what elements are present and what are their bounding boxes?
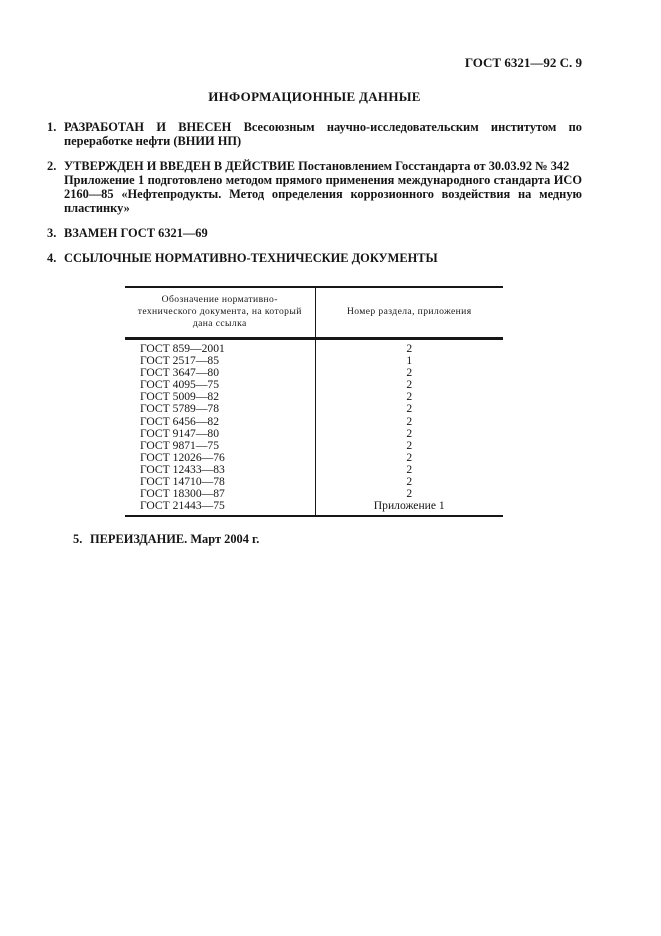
document-cell: ГОСТ 18300—87 xyxy=(125,488,315,500)
item-number: 3. xyxy=(47,226,57,240)
document-cell: ГОСТ 4095—75 xyxy=(125,379,315,391)
references-table xyxy=(125,286,503,517)
section-cell: 2 xyxy=(406,414,413,428)
section-cell: 2 xyxy=(406,378,413,392)
document-cell: ГОСТ 6456—82 xyxy=(125,416,315,428)
section-cell: 2 xyxy=(406,462,413,476)
info-item-1 xyxy=(47,120,582,148)
document-cell: ГОСТ 9871—75 xyxy=(125,440,315,452)
table-row xyxy=(125,416,503,428)
item-text-continued: Приложение 1 подготовлено методом прямого применения международного стандарта ИСО 2160—85 «Нефтепродукты. Метод определения коррозионного воздействия на медную пластинку» xyxy=(64,173,582,215)
item-number: 5. xyxy=(73,532,83,547)
section-cell: 2 xyxy=(406,475,413,489)
item-text: ССЫЛОЧНЫЕ НОРМАТИВНО-ТЕХНИЧЕСКИЕ ДОКУМЕНТЫ xyxy=(64,251,438,265)
table-row xyxy=(125,339,503,356)
col-header-document: Обозначение нормативно-технического документа, на который дана ссылка xyxy=(125,287,315,339)
table-body xyxy=(125,339,503,517)
table-header xyxy=(125,287,503,339)
document-cell: ГОСТ 859—2001 xyxy=(125,339,315,356)
document-cell: ГОСТ 5009—82 xyxy=(125,391,315,403)
info-item-3 xyxy=(47,226,582,240)
section-cell: 2 xyxy=(406,342,413,355)
item-number: 4. xyxy=(47,251,57,265)
section-cell: 2 xyxy=(406,366,413,380)
item-text: РАЗРАБОТАН И ВНЕСЕН Всесоюзным научно-исследовательским институтом по переработке нефти (ВНИИ НП) xyxy=(64,120,582,148)
document-cell: ГОСТ 12026—76 xyxy=(125,452,315,464)
table-row xyxy=(125,500,503,516)
document-cell: ГОСТ 21443—75 xyxy=(125,500,315,516)
item-text: ВЗАМЕН ГОСТ 6321—69 xyxy=(64,226,208,240)
document-cell: ГОСТ 12433—83 xyxy=(125,464,315,476)
item-number: 1. xyxy=(47,120,57,134)
document-cell: ГОСТ 14710—78 xyxy=(125,476,315,488)
section-cell: 2 xyxy=(406,402,413,416)
references-table-container xyxy=(47,286,582,517)
document-title: ИНФОРМАЦИОННЫЕ ДАННЫЕ xyxy=(208,89,421,104)
page-header: ГОСТ 6321—92 С. 9 xyxy=(464,55,582,70)
table-row xyxy=(125,403,503,415)
section-cell: 2 xyxy=(406,426,413,440)
table-row xyxy=(125,428,503,440)
table-header-row xyxy=(125,287,503,339)
section-cell: 2 xyxy=(406,450,413,464)
section-cell: Приложение 1 xyxy=(373,499,445,513)
item-text: УТВЕРЖДЕН И ВВЕДЕН В ДЕЙСТВИЕ Постановлением Госстандарта от 30.03.92 № 342 xyxy=(64,159,570,173)
info-item-4 xyxy=(47,251,582,265)
document-cell: ГОСТ 2517—85 xyxy=(125,355,315,367)
section-cell: 2 xyxy=(406,438,413,452)
info-item-2 xyxy=(47,159,582,215)
item-number: 2. xyxy=(47,159,57,173)
item-text: ПЕРЕИЗДАНИЕ. Март 2004 г. xyxy=(90,532,260,547)
document-cell: ГОСТ 9147—80 xyxy=(125,428,315,440)
info-item-5 xyxy=(73,532,582,546)
section-cell: 1 xyxy=(406,354,413,368)
document-cell: ГОСТ 5789—78 xyxy=(125,403,315,415)
section-cell: 2 xyxy=(406,487,413,501)
section-cell: 2 xyxy=(406,390,413,404)
document-cell: ГОСТ 3647—80 xyxy=(125,367,315,379)
col-header-section: Номер раздела, приложения xyxy=(315,287,503,339)
